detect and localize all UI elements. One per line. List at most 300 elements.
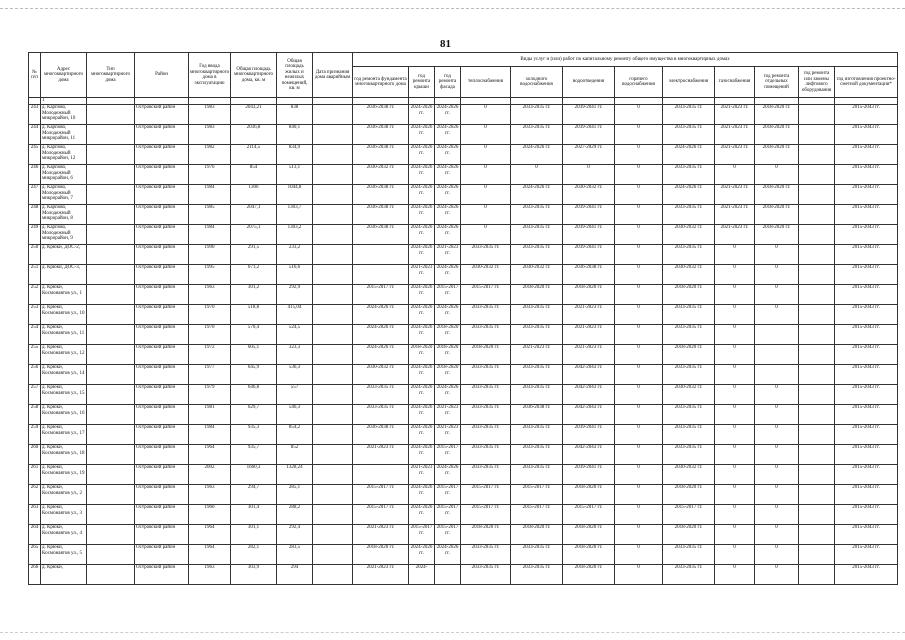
cold-water-year-cell: 2024-2026 гг. — [511, 185, 563, 205]
district-cell: Островский район — [135, 285, 189, 305]
roof-year-cell: 2024-2026 гг. — [409, 185, 435, 205]
elevator-year-cell — [799, 205, 835, 225]
emergency-cell — [313, 545, 353, 565]
emergency-cell — [313, 325, 353, 345]
living-area-cell: 854,2 — [277, 425, 313, 445]
roof-year-cell: 2024-2026 гг. — [409, 145, 435, 165]
total-area-cell: 301,4 — [231, 505, 277, 525]
elevator-year-cell — [799, 365, 835, 385]
year-built-cell: 1979 — [189, 385, 231, 405]
emergency-cell — [313, 205, 353, 225]
hot-water-year-cell: 0 — [615, 185, 663, 205]
drainage-year-cell: 2036-2038 гг. — [563, 265, 615, 285]
roof-year-cell: 2018-2020 гг. — [409, 345, 435, 365]
cold-water-year-cell: 2030-2032 гг. — [511, 265, 563, 285]
elevator-year-cell — [799, 505, 835, 525]
elevator-year-cell — [799, 405, 835, 425]
living-area-cell: 536,3 — [277, 365, 313, 385]
header-heating: теплоснабжения — [461, 67, 511, 98]
table-row — [29, 165, 898, 185]
facade-year-cell: 2024-2026 гг. — [435, 125, 461, 145]
table-row — [29, 565, 898, 585]
roof-year-cell: 2024-2026 гг. — [409, 285, 435, 305]
district-cell: Островский район — [135, 505, 189, 525]
gas-year-cell: 0 — [715, 305, 755, 325]
gas-year-cell: 0 — [715, 405, 755, 425]
table-row — [29, 445, 898, 465]
rooms-year-cell: 0 — [755, 405, 799, 425]
district-cell: Островский район — [135, 545, 189, 565]
table-row — [29, 525, 898, 545]
type-cell — [87, 365, 135, 385]
gas-year-cell: 0 — [715, 345, 755, 365]
elevator-year-cell — [799, 125, 835, 145]
emergency-cell — [313, 305, 353, 325]
heating-year-cell: 2033-2035 гг. — [461, 325, 511, 345]
foundation-year-cell: 2036-2038 гг. — [353, 105, 409, 125]
row-number: 249 — [29, 225, 41, 245]
year-built-cell: 1963 — [189, 285, 231, 305]
facade-year-cell: 2015-2017 гг. — [435, 485, 461, 505]
roof-year-cell: 2024-2026 гг. — [409, 125, 435, 145]
rooms-year-cell: 0 — [755, 565, 799, 585]
design-docs-year-cell: 2015-2043 гг. — [835, 485, 898, 505]
address-cell: д. Карпово, Молодежный микрорайон, 11 — [41, 125, 87, 145]
hot-water-year-cell: 0 — [615, 345, 663, 365]
design-docs-year-cell: 2015-2043 гг. — [835, 505, 898, 525]
foundation-year-cell: 2036-2038 гг. — [353, 225, 409, 245]
address-cell: д. Крюки, ДОС-3, — [41, 265, 87, 285]
row-number: 247 — [29, 185, 41, 205]
drainage-year-cell: 2042-2043 гг. — [563, 405, 615, 425]
heating-year-cell: 2018-2020 гг. — [461, 345, 511, 365]
total-area-cell: 645,9 — [231, 365, 277, 385]
drainage-year-cell: 0 — [563, 165, 615, 185]
header-design-docs: год изготовления проектно-сметной документации* — [835, 67, 898, 98]
gas-year-cell: 0 — [715, 565, 755, 585]
emergency-cell — [313, 265, 353, 285]
drainage-year-cell: 2042-2043 гг. — [563, 365, 615, 385]
type-cell — [87, 105, 135, 125]
design-docs-year-cell: 2015-2043 гг. — [835, 405, 898, 425]
district-cell: Островский район — [135, 305, 189, 325]
district-cell: Островский район — [135, 325, 189, 345]
total-area-cell: 291,5 — [231, 245, 277, 265]
electricity-year-cell: 2033-2035 гг. — [663, 445, 715, 465]
roof-year-cell: 2021-2023 гг. — [409, 465, 435, 485]
address-cell: д. Крюки, Космонавтов ул., 2 — [41, 485, 87, 505]
cold-water-year-cell: 2033-2035 гг. — [511, 105, 563, 125]
year-built-cell: 1984 — [189, 225, 231, 245]
emergency-cell — [313, 525, 353, 545]
design-docs-year-cell: 2015-2043 гг. — [835, 385, 898, 405]
hot-water-year-cell: 0 — [615, 305, 663, 325]
rooms-year-cell: 0 — [755, 385, 799, 405]
living-area-cell: 516,6 — [277, 265, 313, 285]
design-docs-year-cell: 2015-2043 гг. — [835, 425, 898, 445]
address-cell: д. Карпово, Молодежный микрорайон, 7 — [41, 185, 87, 205]
column-index-row — [29, 98, 898, 105]
emergency-cell — [313, 425, 353, 445]
address-cell: д. Карпово, Молодежный микрорайон, 9 — [41, 225, 87, 245]
header-separate-rooms: год ремонта отдельных помещений — [755, 67, 799, 98]
year-built-cell: 1964 — [189, 445, 231, 465]
design-docs-year-cell: 2015-2043 гг. — [835, 465, 898, 485]
district-cell: Островский район — [135, 525, 189, 545]
roof-year-cell: 2024-2026 гг. — [409, 325, 435, 345]
cold-water-year-cell: 2033-2035 гг. — [511, 205, 563, 225]
gas-year-cell: 0 — [715, 245, 755, 265]
type-cell — [87, 185, 135, 205]
rooms-year-cell: 2018-2020 гг. — [755, 105, 799, 125]
gas-year-cell: 0 — [715, 265, 755, 285]
design-docs-year-cell: 2015-2043 гг. — [835, 525, 898, 545]
foundation-year-cell: 2024-2026 гг. — [353, 325, 409, 345]
row-number: 257 — [29, 385, 41, 405]
address-cell: д. Крюки, Космонавтов ул., 4 — [41, 525, 87, 545]
heating-year-cell: 2033-2035 гг. — [461, 565, 511, 585]
type-cell — [87, 225, 135, 245]
gas-year-cell: 0 — [715, 165, 755, 185]
living-area-cell: 838 — [277, 105, 313, 125]
elevator-year-cell — [799, 245, 835, 265]
foundation-year-cell: 2030-2032 гг. — [353, 365, 409, 385]
year-built-cell: 1983 — [189, 105, 231, 125]
year-built-cell: 1963 — [189, 565, 231, 585]
header-year-built: Год ввода многоквартирного дома в эксплуатацию — [189, 53, 231, 98]
foundation-year-cell: 2015-2017 гг. — [353, 505, 409, 525]
elevator-year-cell — [799, 265, 835, 285]
type-cell — [87, 325, 135, 345]
emergency-cell — [313, 125, 353, 145]
gas-year-cell: 2021-2023 гг. — [715, 205, 755, 225]
elevator-year-cell — [799, 145, 835, 165]
drainage-year-cell: 2018-2020 гг. — [563, 565, 615, 585]
facade-year-cell: 2024-2026 гг. — [435, 545, 461, 565]
electricity-year-cell: 2024-2026 гг. — [663, 185, 715, 205]
living-area-cell: 294 — [277, 565, 313, 585]
hot-water-year-cell: 0 — [615, 285, 663, 305]
roof-year-cell: 2024-2026 гг. — [409, 445, 435, 465]
heating-year-cell: 2033-2035 гг. — [461, 465, 511, 485]
design-docs-year-cell: 2015-2043 гг. — [835, 305, 898, 325]
rooms-year-cell: 2018-2020 гг. — [755, 125, 799, 145]
roof-year-cell: 2024-2026 гг. — [409, 425, 435, 445]
district-cell: Островский район — [135, 245, 189, 265]
type-cell — [87, 305, 135, 325]
gas-year-cell: 0 — [715, 365, 755, 385]
roof-year-cell: 2024-2026 гг. — [409, 245, 435, 265]
total-area-cell: 301,2 — [231, 285, 277, 305]
header-hot-water: горячего водоснабжения — [615, 67, 663, 98]
cold-water-year-cell: 2018-2020 гг. — [511, 525, 563, 545]
foundation-year-cell: 2015-2017 гг. — [353, 485, 409, 505]
emergency-cell — [313, 165, 353, 185]
cold-water-year-cell: 2021-2023 гг. — [511, 345, 563, 365]
row-number: 245 — [29, 145, 41, 165]
electricity-year-cell: 2018-2020 гг. — [663, 345, 715, 365]
drainage-year-cell: 2039-2041 гг. — [563, 105, 615, 125]
total-area-cell: 671,2 — [231, 265, 277, 285]
header-cold-water: холодного водоснабжения — [511, 67, 563, 98]
address-cell: д. Крюки, Космонавтов ул., 17 — [41, 425, 87, 445]
facade-year-cell: 2024-2026 гг. — [435, 225, 461, 245]
emergency-cell — [313, 365, 353, 385]
year-built-cell: 1983 — [189, 125, 231, 145]
type-cell — [87, 385, 135, 405]
drainage-year-cell: 2021-2023 гг. — [563, 305, 615, 325]
roof-year-cell: 2024-2026 гг. — [409, 105, 435, 125]
electricity-year-cell: 2033-2035 гг. — [663, 325, 715, 345]
total-area-cell: 629,7 — [231, 405, 277, 425]
type-cell — [87, 405, 135, 425]
hot-water-year-cell: 0 — [615, 145, 663, 165]
rooms-year-cell: 0 — [755, 165, 799, 185]
row-number: 265 — [29, 545, 41, 565]
type-cell — [87, 525, 135, 545]
living-area-cell: 524,5 — [277, 325, 313, 345]
emergency-cell — [313, 245, 353, 265]
hot-water-year-cell: 0 — [615, 365, 663, 385]
drainage-year-cell: 2039-2041 гг. — [563, 125, 615, 145]
address-cell: д. Крюки, Космонавтов ул., 19 — [41, 465, 87, 485]
rooms-year-cell — [755, 325, 799, 345]
facade-year-cell: 2024-2026 гг. — [435, 265, 461, 285]
emergency-cell — [313, 145, 353, 165]
year-built-cell: 1963 — [189, 485, 231, 505]
elevator-year-cell — [799, 545, 835, 565]
heating-year-cell: 2033-2035 гг. — [461, 425, 511, 445]
foundation-year-cell: 2036-2038 гг. — [353, 125, 409, 145]
row-number: 266 — [29, 565, 41, 585]
emergency-cell — [313, 285, 353, 305]
gas-year-cell: 2021-2023 гг. — [715, 145, 755, 165]
hot-water-year-cell: 0 — [615, 505, 663, 525]
year-built-cell: 1981 — [189, 405, 231, 425]
address-cell: д. Карпово, Молодежный микрорайон, 8 — [41, 205, 87, 225]
heating-year-cell: 2015-2017 гг. — [461, 505, 511, 525]
facade-year-cell: 2024-2026 гг. — [435, 185, 461, 205]
total-area-cell: 518,8 — [231, 305, 277, 325]
rooms-year-cell — [755, 365, 799, 385]
cold-water-year-cell: 2018-2020 гг. — [511, 285, 563, 305]
electricity-year-cell: 2024-2026 гг. — [663, 145, 715, 165]
roof-year-cell: 2024-2026 гг. — [409, 385, 435, 405]
rooms-year-cell: 2018-2020 гг. — [755, 205, 799, 225]
gas-year-cell: 0 — [715, 285, 755, 305]
facade-year-cell: 2024-2026 гг. — [435, 465, 461, 485]
roof-year-cell: 2015-2017 гг. — [409, 525, 435, 545]
address-cell: д. Крюки, Космонавтов ул., 15 — [41, 385, 87, 405]
emergency-cell — [313, 505, 353, 525]
design-docs-year-cell: 2015-2043 гг. — [835, 285, 898, 305]
hot-water-year-cell: 0 — [615, 445, 663, 465]
table-row — [29, 505, 898, 525]
header-address: Адрес многоквартирного дома — [41, 53, 87, 98]
emergency-cell — [313, 465, 353, 485]
hot-water-year-cell: 0 — [615, 245, 663, 265]
cold-water-year-cell: 2024-2026 гг. — [511, 145, 563, 165]
foundation-year-cell: 2036-2038 гг. — [353, 425, 409, 445]
rooms-year-cell: 0 — [755, 545, 799, 565]
emergency-cell — [313, 385, 353, 405]
cold-water-year-cell: 2015-2017 гг. — [511, 485, 563, 505]
drainage-year-cell: 2021-2023 гг. — [563, 325, 615, 345]
address-cell: д. Карпово, Молодежный микрорайон, 10 — [41, 105, 87, 125]
design-docs-year-cell: 2015-2043 гг. — [835, 245, 898, 265]
gas-year-cell: 2021-2023 гг. — [715, 185, 755, 205]
foundation-year-cell: 2015-2017 гг. — [353, 285, 409, 305]
emergency-cell — [313, 185, 353, 205]
row-number: 246 — [29, 165, 41, 185]
rooms-year-cell: 2018-2020 гг. — [755, 145, 799, 165]
type-cell — [87, 345, 135, 365]
address-cell: д. Карпово, Молодежный микрорайон, 6 — [41, 165, 87, 185]
total-area-cell: 2114,5 — [231, 145, 277, 165]
drainage-year-cell: 2042-2043 гг. — [563, 385, 615, 405]
facade-year-cell: 2021-2023 гг. — [435, 405, 461, 425]
cold-water-year-cell: 2033-2035 гг. — [511, 365, 563, 385]
living-area-cell: 1303,2 — [277, 225, 313, 245]
header-num: № п/п — [29, 53, 41, 98]
rooms-year-cell: 0 — [755, 465, 799, 485]
header-total-area: Общая площадь многоквартирного дома, кв. м — [231, 53, 277, 98]
row-number: 262 — [29, 485, 41, 505]
address-cell: д. Крюки, Космонавтов ул., 11 — [41, 325, 87, 345]
row-number: 252 — [29, 285, 41, 305]
hot-water-year-cell: 0 — [615, 405, 663, 425]
living-area-cell: 292,9 — [277, 285, 313, 305]
foundation-year-cell — [353, 465, 409, 485]
district-cell: Островский район — [135, 485, 189, 505]
electricity-year-cell: 2033-2035 гг. — [663, 565, 715, 585]
gas-year-cell: 0 — [715, 465, 755, 485]
type-cell — [87, 145, 135, 165]
roof-year-cell: 2024-2026 гг. — [409, 225, 435, 245]
hot-water-year-cell: 0 — [615, 525, 663, 545]
row-number: 263 — [29, 505, 41, 525]
header-type: Тип многоквартирного дома — [87, 53, 135, 98]
cold-water-year-cell: 2033-2035 гг. — [511, 445, 563, 465]
living-area-cell: 513,1 — [277, 165, 313, 185]
foundation-year-cell: 2024-2026 гг. — [353, 345, 409, 365]
cold-water-year-cell: 2033-2035 гг. — [511, 465, 563, 485]
living-area-cell: 1328,24 — [277, 465, 313, 485]
address-cell: д. Крюки, Космонавтов ул., 12 — [41, 345, 87, 365]
heating-year-cell: 2033-2035 гг. — [461, 445, 511, 465]
emergency-cell — [313, 445, 353, 465]
cold-water-year-cell: 2033-2035 гг. — [511, 245, 563, 265]
facade-year-cell: 2018-2020 гг. — [435, 345, 461, 365]
electricity-year-cell: 2018-2020 гг. — [663, 285, 715, 305]
heating-year-cell: 0 — [461, 105, 511, 125]
roof-year-cell: 2024-2026 гг. — [409, 545, 435, 565]
address-cell: д. Крюки, Космонавтов ул., 10 — [41, 305, 87, 325]
table-row — [29, 205, 898, 225]
hot-water-year-cell: 0 — [615, 165, 663, 185]
table-row — [29, 545, 898, 565]
facade-year-cell: 2024-2026 гг. — [435, 105, 461, 125]
cold-water-year-cell: 2033-2035 гг. — [511, 125, 563, 145]
total-area-cell: 282,1 — [231, 545, 277, 565]
gas-year-cell: 2021-2023 гг. — [715, 105, 755, 125]
year-built-cell: 1995 — [189, 265, 231, 285]
table-row — [29, 325, 898, 345]
elevator-year-cell — [799, 225, 835, 245]
year-built-cell: 2002 — [189, 465, 231, 485]
heating-year-cell: 2015-2017 гг. — [461, 285, 511, 305]
table-row — [29, 345, 898, 365]
table-row — [29, 305, 898, 325]
header-facade: год ремонта фасада — [435, 67, 461, 98]
district-cell: Островский район — [135, 165, 189, 185]
district-cell: Островский район — [135, 345, 189, 365]
foundation-year-cell: 2036-2038 гг. — [353, 185, 409, 205]
hot-water-year-cell: 0 — [615, 465, 663, 485]
total-area-cell: 935,3 — [231, 425, 277, 445]
row-number: 243 — [29, 105, 41, 125]
year-built-cell: 1970 — [189, 305, 231, 325]
hot-water-year-cell: 0 — [615, 225, 663, 245]
design-docs-year-cell: 2015-2043 гг. — [835, 225, 898, 245]
rooms-year-cell — [755, 345, 799, 365]
electricity-year-cell: 2033-2035 гг. — [663, 205, 715, 225]
total-area-cell: 935,7 — [231, 445, 277, 465]
gas-year-cell: 0 — [715, 425, 755, 445]
total-area-cell: 2036,8 — [231, 125, 277, 145]
facade-year-cell: 2018-2020 гг. — [435, 325, 461, 345]
table-row — [29, 465, 898, 485]
roof-year-cell: 2024-2026 гг. — [409, 505, 435, 525]
drainage-year-cell: 2018-2020 гг. — [563, 485, 615, 505]
design-docs-year-cell: 2015-2043 гг. — [835, 145, 898, 165]
heating-year-cell: 2033-2035 гг. — [461, 365, 511, 385]
heating-year-cell: 2033-2035 гг. — [461, 405, 511, 425]
cold-water-year-cell: 2033-2035 гг. — [511, 545, 563, 565]
table-row — [29, 425, 898, 445]
header-drainage: водоотведения — [563, 67, 615, 98]
cold-water-year-cell: 2033-2035 гг. — [511, 225, 563, 245]
row-number: 258 — [29, 405, 41, 425]
table-row — [29, 405, 898, 425]
living-area-cell: 834,9 — [277, 145, 313, 165]
type-cell — [87, 125, 135, 145]
header-foundation: год ремонта фундамента многоквартирного дома — [353, 67, 409, 98]
emergency-cell — [313, 405, 353, 425]
living-area-cell: 557 — [277, 385, 313, 405]
emergency-cell — [313, 485, 353, 505]
roof-year-cell: 2024-2026 гг. — [409, 305, 435, 325]
total-area-cell: 301,1 — [231, 525, 277, 545]
total-area-cell: 2043,21 — [231, 105, 277, 125]
drainage-year-cell: 2039-2041 гг. — [563, 245, 615, 265]
rooms-year-cell: 2018-2020 гг. — [755, 185, 799, 205]
living-area-cell: 233,2 — [277, 245, 313, 265]
year-built-cell: 1964 — [189, 545, 231, 565]
year-built-cell: 1990 — [189, 245, 231, 265]
electricity-year-cell: 2033-2035 гг. — [663, 545, 715, 565]
living-area-cell: 1303,7 — [277, 205, 313, 225]
gas-year-cell: 0 — [715, 385, 755, 405]
electricity-year-cell: 2015-2017 гг. — [663, 505, 715, 525]
elevator-year-cell — [799, 185, 835, 205]
header-living-area: Общая площадь жилых и нежилых помещений, кв. м — [277, 53, 313, 98]
address-cell: д. Крюки, Космонавтов ул., 5 — [41, 545, 87, 565]
total-area-cell: 854 — [231, 165, 277, 185]
row-number: 264 — [29, 525, 41, 545]
design-docs-year-cell: 2015-2043 гг. — [835, 165, 898, 185]
heating-year-cell: 0 — [461, 165, 511, 185]
